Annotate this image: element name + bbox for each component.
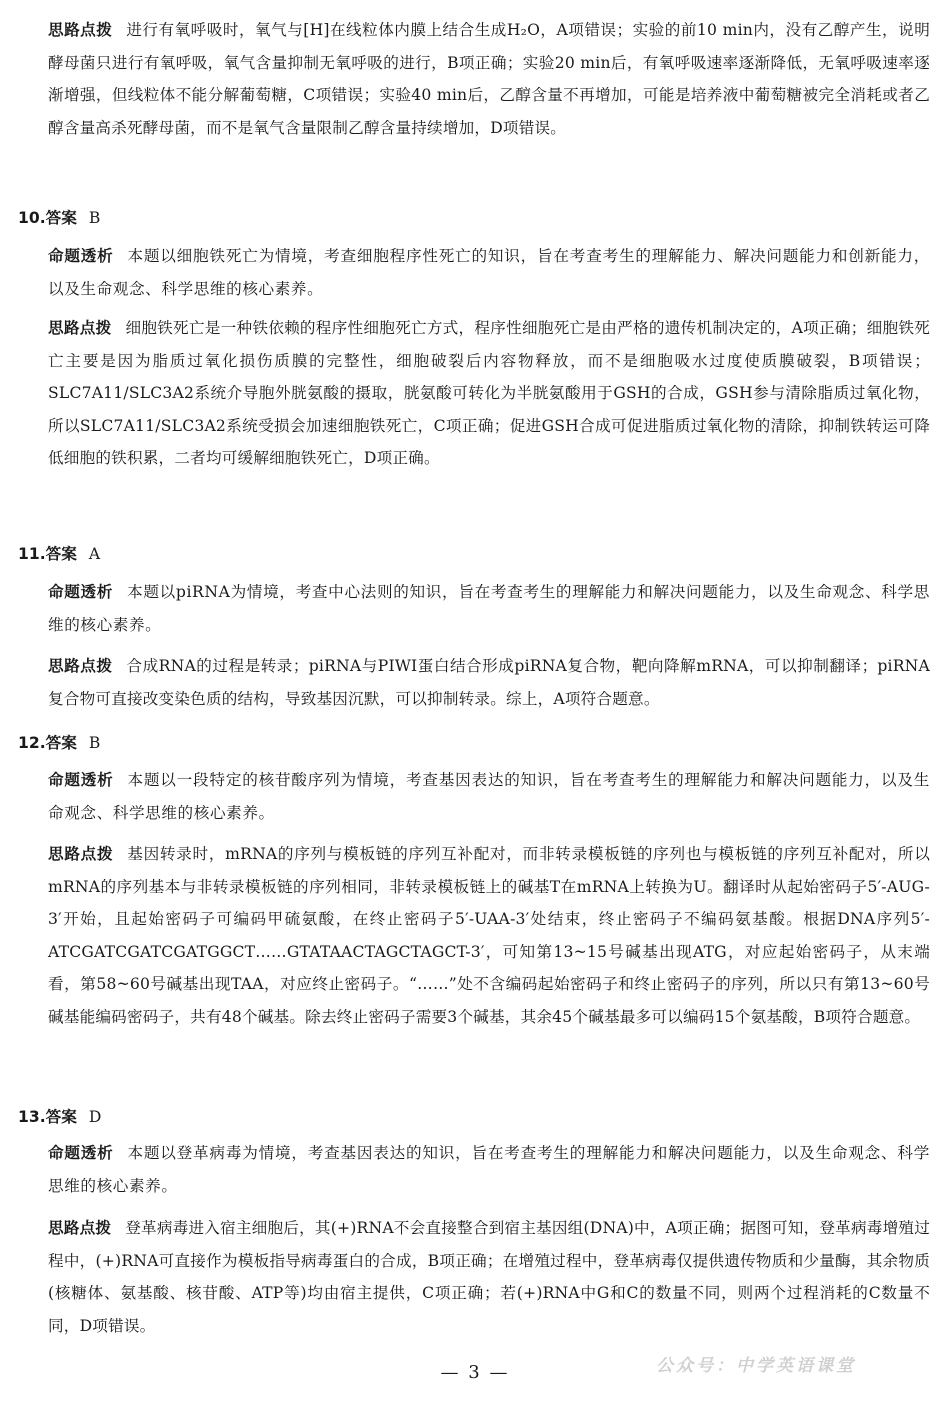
q12-intent-text: 本题以一段特定的核苷酸序列为情境，考查基因表达的知识，旨在考查考生的理解能力和解决问题能力，以及生命观念、科学思维的核心素养。: [48, 771, 930, 822]
q13-heading: [18, 1101, 101, 1133]
q12-answer-value: B: [88, 734, 101, 752]
q9-analysis-text: 进行有氧呼吸时，氧气与[H]在线粒体内膜上结合生成H₂O，A项错误；实验的前10 min内，没有乙醇产生，说明酵母菌只进行有氧呼吸，氧气含量抑制无氧呼吸的进行，B项正确；实验20 min后，有氧呼吸速率逐渐降低，无氧呼吸速率逐渐增强，但线粒体不能分解葡萄糖，C项错误；实验40 min后，乙醇含量不再增加，可能是培养液中葡萄糖被完全消耗或者乙醇含量高杀死酵母菌，而不是氧气含量限制乙醇含量持续增加，D项错误。: [48, 21, 930, 137]
q12-heading: [18, 727, 100, 759]
q11-analysis-text: 合成RNA的过程是转录；piRNA与PIWI蛋白结合形成piRNA复合物，靶向降解mRNA，可以抑制翻译；piRNA复合物可直接改变染色质的结构，导致基因沉默，可以抑制转录。综上，A项符合题意。: [48, 657, 930, 708]
q10-intent-text: 本题以细胞铁死亡为情境，考查细胞程序性死亡的知识，旨在考查考生的理解能力、解决问题能力和创新能力，以及生命观念、科学思维的核心素养。: [48, 247, 930, 298]
watermark: 公众号：中学英语课堂: [656, 1356, 856, 1376]
q10-answer-value: B: [88, 209, 101, 227]
q13-analysis-text: 登革病毒进入宿主细胞后，其(+)RNA不会直接整合到宿主基因组(DNA)中，A项正确；据图可知，登革病毒增殖过程中，(+)RNA可直接作为模板指导病毒蛋白的合成，B项正确；在增殖过程中，登革病毒仅提供遗传物质和少量酶，其余物质(核糖体、氨基酸、核苷酸、ATP等)均由宿主提供，C项正确；若(+)RNA中G和C的数量不同，则两个过程消耗的C数量不同，D项错误。: [48, 1219, 930, 1335]
q13-number: 13.: [18, 1108, 46, 1126]
q10-answer-label: 答案: [45, 209, 77, 227]
q10-heading: [18, 202, 100, 234]
q10-number: 10.: [18, 209, 46, 227]
q13-intent-label: 命题透析: [48, 1144, 114, 1162]
q12-number: 12.: [18, 734, 46, 752]
q11-number: 11.: [18, 545, 46, 563]
q12-answer-label: 答案: [45, 734, 77, 752]
q12-intent: [48, 764, 930, 829]
q11-heading: [18, 538, 100, 570]
q13-answer-value: D: [88, 1108, 102, 1126]
q10-analysis: [48, 312, 930, 475]
q11-intent: [48, 576, 930, 641]
q12-intent-label: 命题透析: [48, 771, 114, 789]
q11-answer-value: A: [88, 545, 101, 563]
q9-analysis-label: 思路点拨: [48, 21, 113, 39]
q12-analysis-label: 思路点拨: [48, 845, 114, 863]
q10-analysis-label: 思路点拨: [48, 319, 112, 337]
q13-analysis-label: 思路点拨: [48, 1219, 112, 1237]
q11-answer-label: 答案: [45, 545, 77, 563]
q13-intent-text: 本题以登革病毒为情境，考查基因表达的知识，旨在考查考生的理解能力和解决问题能力，以及生命观念、科学思维的核心素养。: [48, 1144, 930, 1195]
q10-analysis-text: 细胞铁死亡是一种铁依赖的程序性细胞死亡方式，程序性细胞死亡是由严格的遗传机制决定的，A项正确；细胞铁死亡主要是因为脂质过氧化损伤质膜的完整性，细胞破裂后内容物释放，而不是细胞吸水过度使质膜破裂，B项错误；SLC7A11/SLC3A2系统介导胞外胱氨酸的摄取，胱氨酸可转化为半胱氨酸用于GSH的合成，GSH参与清除脂质过氧化物，所以SLC7A11/SLC3A2系统受损会加速细胞铁死亡，C项正确；促进GSH合成可促进脂质过氧化物的清除，抑制铁转运可降低细胞的铁积累，二者均可缓解细胞铁死亡，D项正确。: [48, 319, 930, 468]
q10-intent: [48, 240, 930, 305]
q13-answer-label: 答案: [45, 1108, 77, 1126]
q12-analysis-text: 基因转录时，mRNA的序列与模板链的序列互补配对，而非转录模板链的序列也与模板链的序列互补配对，所以mRNA的序列基本与非转录模板链的序列相同，非转录模板链上的碱基T在mRNA上转换为U。翻译时从起始密码子5′-AUG-3′开始，且起始密码子可编码甲硫氨酸，在终止密码子5′-UAA-3′处结束，终止密码子不编码氨基酸。根据DNA序列5′-ATCGATCGATCGATGGCT……GTATAACTAGCTAGCT-3′，可知第13~15号碱基出现ATG，对应起始密码子，从末端看，第58~60号碱基出现TAA，对应终止密码子。“……”处不含编码起始密码子和终止密码子的序列，所以只有第13~60号碱基能编码密码子，共有48个碱基。除去终止密码子需要3个碱基，其余45个碱基最多可以编码15个氨基酸，B项符合题意。: [48, 845, 930, 1026]
q10-intent-label: 命题透析: [48, 247, 114, 265]
q12-analysis: [48, 838, 930, 1034]
q13-intent: [48, 1137, 930, 1202]
q11-intent-text: 本题以piRNA为情境，考查中心法则的知识，旨在考查考生的理解能力和解决问题能力，以及生命观念、科学思维的核心素养。: [48, 583, 930, 634]
q13-analysis: [48, 1212, 930, 1342]
q9-analysis: [48, 14, 930, 144]
page-number: — 3 —: [440, 1362, 510, 1383]
q11-analysis-label: 思路点拨: [48, 657, 113, 675]
q11-analysis: [48, 650, 930, 715]
q11-intent-label: 命题透析: [48, 583, 114, 601]
